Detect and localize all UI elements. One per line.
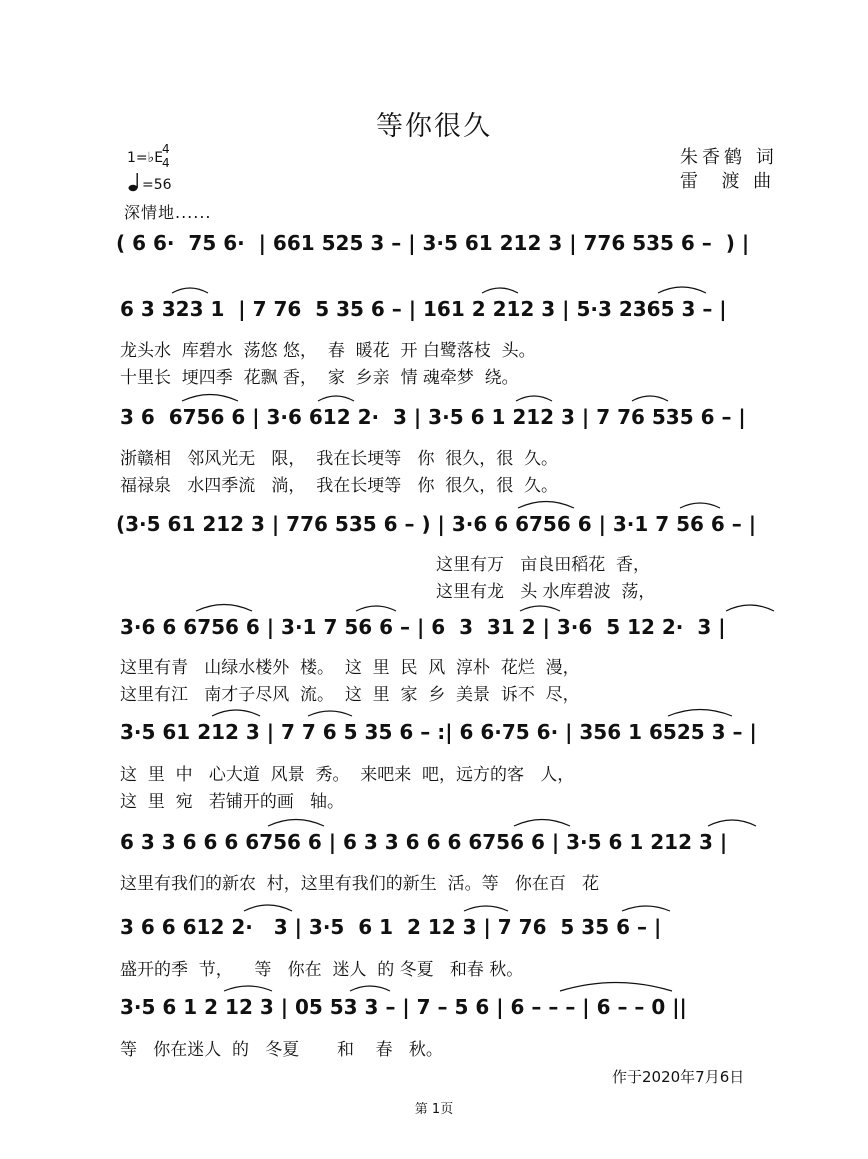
lyric-line-4b: 这里有龙 头 水库碧波 荡， xyxy=(436,582,656,602)
slur-mark xyxy=(212,710,260,716)
slur-mark xyxy=(172,288,208,293)
score-line-6: 3·5 61 212 3 | 7 7 6 5 35 6 – :| 6 6·75 6· | 356 1 6525 3 – | xyxy=(120,720,757,744)
lyric-line-6a: 这 里 中 心大道 风景 秀。 来吧来 吧，远方的客 人， xyxy=(120,765,575,785)
slur-mark xyxy=(708,820,756,826)
slur-mark xyxy=(224,986,272,991)
slur-mark xyxy=(356,606,396,611)
score-line-3: 3 6 6756 6 | 3·6 612 2· 3 | 3·5 6 1 212 3 | 7 76 535 6 – | xyxy=(120,405,746,429)
time-top: 4 xyxy=(162,142,170,156)
quarter-note-icon xyxy=(128,172,142,192)
expression-marking: 深情地...... xyxy=(124,203,212,222)
score-line-1: ( 6 6· 75 6· | 661 525 3 – | 3·5 61 212 3 | 776 535 6 – ) | xyxy=(116,231,750,255)
score-line-5: 3·6 6 6756 6 | 3·1 7 56 6 – | 6 3 31 2 | 3·6 5 12 2· 3 | xyxy=(120,615,726,639)
score-line-4: (3·5 61 212 3 | 776 535 6 – ) | 3·6 6 6756 6 | 3·1 7 56 6 – | xyxy=(116,512,757,536)
slur-mark xyxy=(680,503,720,508)
slur-mark xyxy=(514,820,570,827)
lyric-line-5b: 这里有江 南才子尽风 流。 这 里 家 乡 美景 诉不 尽， xyxy=(120,685,580,705)
slur-mark xyxy=(244,905,292,911)
lyric-line-7a: 这里有我们的新农 村，这里有我们的新生 活。等 你在百 花 xyxy=(120,874,600,894)
time-signature xyxy=(162,142,170,170)
slur-mark xyxy=(464,906,508,911)
slur-mark xyxy=(318,396,354,401)
song-title: 等你很久 xyxy=(376,111,492,142)
lyric-line-4a: 这里有万 亩良田稻花 香， xyxy=(436,555,651,575)
slur-mark xyxy=(182,395,238,402)
slur-mark xyxy=(268,820,324,827)
score-line-7: 6 3 3 6 6 6 6756 6 | 6 3 3 6 6 6 6756 6 | 3·5 6 1 212 3 | xyxy=(120,830,728,854)
lyric-line-2a: 龙头水 库碧水 荡悠 悠， 春 暖花 开 白鹭落枝 头。 xyxy=(120,341,536,361)
score-line-8: 3 6 6 612 2· 3 | 3·5 6 1 2 12 3 | 7 76 5 35 6 – | xyxy=(120,915,662,939)
lyric-line-3a: 浙赣相 邻风光无 限， 我在长埂等 你 很久，很 久。 xyxy=(120,449,559,469)
slur-mark xyxy=(560,983,672,992)
slur-mark xyxy=(668,710,732,717)
slur-mark xyxy=(482,288,518,293)
slur-mark xyxy=(658,287,706,293)
slur-mark xyxy=(632,396,668,401)
composition-date: 作于2020年7月6日 xyxy=(612,1068,745,1086)
slur-mark xyxy=(516,396,552,401)
lyric-line-8a: 盛开的季 节， 等 你在 迷人 的 冬夏 和春 秋。 xyxy=(120,960,524,980)
lyric-line-3b: 福禄泉 水四季流 淌， 我在长埂等 你 很久，很 久。 xyxy=(120,476,559,496)
slur-mark xyxy=(520,606,560,611)
score-line-9: 3·5 6 1 2 12 3 | 05 53 3 – | 7 – 5 6 | 6 – – – | 6 – – 0 || xyxy=(120,995,687,1019)
lyric-line-2b: 十里长 埂四季 花飘 香， 家 乡亲 情 魂牵梦 绕。 xyxy=(120,368,519,388)
lyric-line-5a: 这里有青 山绿水楼外 楼。 这 里 民 风 淳朴 花烂 漫， xyxy=(120,658,580,678)
tempo-marking: =56 xyxy=(142,177,172,193)
key-signature: 1=♭E xyxy=(127,150,164,166)
lyric-line-9a: 等 你在迷人 的 冬夏 和 春 秋。 xyxy=(120,1040,443,1060)
slur-mark xyxy=(518,502,574,509)
score-line-2: 6 3 323 1 | 7 76 5 35 6 – | 161 2 212 3 | 5·3 2365 3 – | xyxy=(120,297,727,321)
slur-mark xyxy=(196,605,252,612)
composer-credit: 雷 渡 曲 xyxy=(680,171,776,192)
time-bottom: 4 xyxy=(162,156,170,170)
slur-mark xyxy=(726,605,774,611)
lyricist-credit: 朱香鹤 词 xyxy=(680,147,778,168)
page-number: 第 1页 xyxy=(414,1102,454,1117)
slur-mark xyxy=(350,986,390,991)
slur-mark xyxy=(622,906,670,911)
slur-mark xyxy=(308,711,352,716)
lyric-line-6b: 这 里 宛 若铺开的画 轴。 xyxy=(120,792,345,812)
